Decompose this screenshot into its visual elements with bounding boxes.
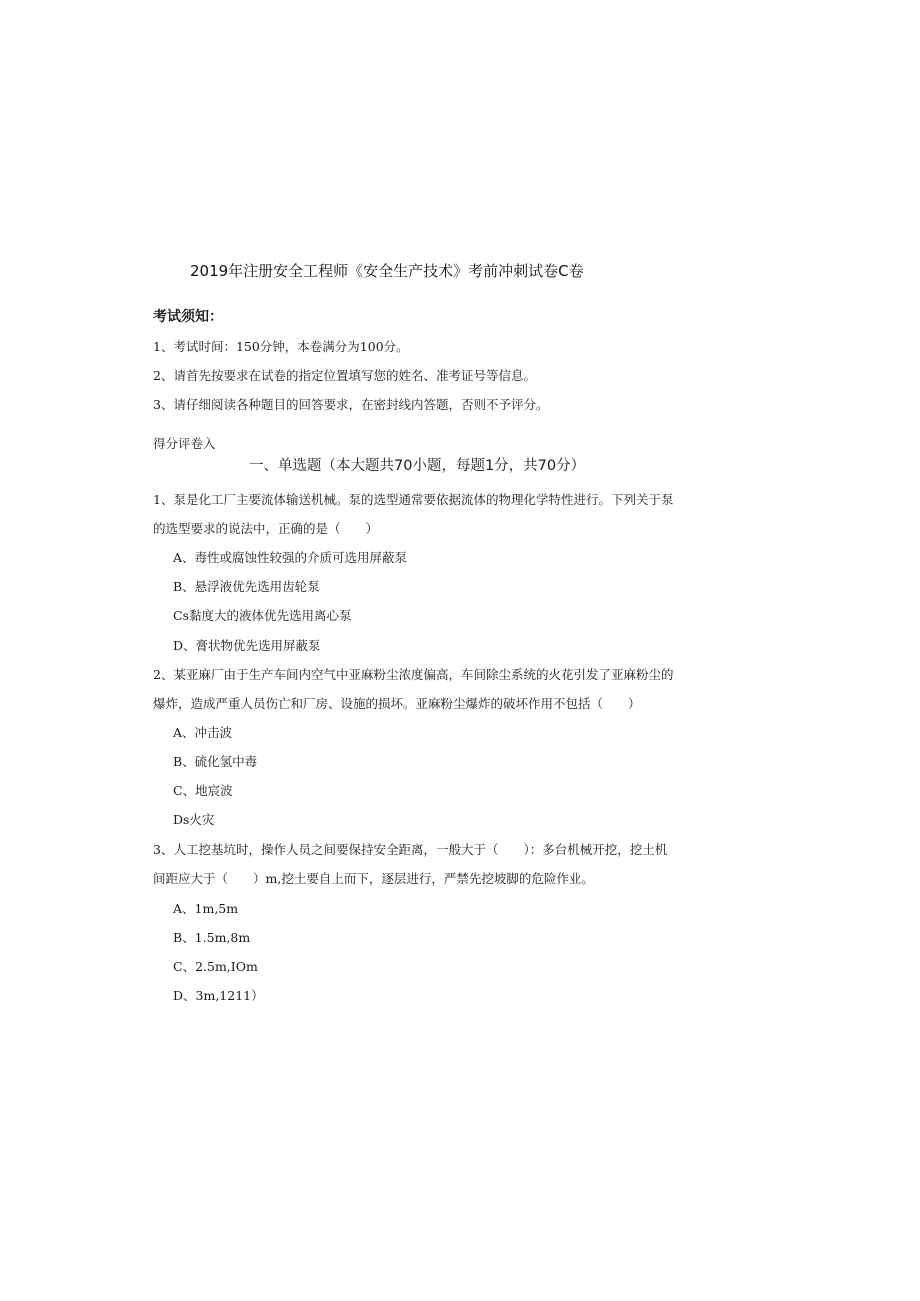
option-d: D、3m,1211） [173, 988, 264, 1003]
option-b: B、悬浮液优先选用齿轮泵 [173, 579, 320, 594]
option-c: C、2.5m,IOm [173, 959, 258, 974]
question-text: 3、人工挖基坑时，操作人员之间要保持安全距离，一般大于（ ）：多台机械开挖，挖土机 [153, 842, 668, 857]
option-a: A、毒性或腐蚀性较强的介质可选用屏蔽泵 [173, 550, 408, 565]
question-text: 间距应大于（ ）m,挖土要自上而下，逐层进行，严禁先挖坡脚的危险作业。 [153, 871, 594, 886]
option-a: A、冲击波 [173, 725, 233, 740]
notice-item: 3、请仔细阅读各种题目的回答要求，在密封线内答题，否则不予评分。 [153, 397, 549, 412]
option-a: A、1m,5m [173, 901, 239, 916]
question-text: 的选型要求的说法中，正确的是（ ） [153, 521, 379, 536]
question-text: 2、某亚麻厂由于生产车间内空气中亚麻粉尘浓度偏高，车间除尘系统的火花引发了亚麻粉尘的 [153, 667, 674, 682]
option-c: C、地宸波 [173, 783, 233, 798]
page-title: 2019年注册安全工程师《安全生产技术》考前冲刺试卷C卷 [190, 262, 584, 280]
section-heading: 一、单选题（本大题共70小题，每题1分，共70分） [249, 458, 586, 474]
question-text: 爆炸，造成严重人员伤亡和厂房、设施的损坏。亚麻粉尘爆炸的破坏作用不包括（ ） [153, 696, 641, 711]
notice-item: 1、考试时间：150分钟，本卷满分为100分。 [153, 339, 409, 354]
question-text: 1、泵是化工厂主要流体输送机械。泵的选型通常要依据流体的物理化学特性进行。下列关于泵 [153, 492, 674, 507]
option-b: B、1.5m,8m [173, 930, 251, 945]
option-d: D、膏状物优先选用屏蔽泵 [173, 638, 321, 653]
notice-heading: 考试须知： [153, 309, 223, 325]
option-c: Cs黏度大的液体优先选用离心泵 [173, 608, 352, 623]
notice-item: 2、请首先按要求在试卷的指定位置填写您的姓名、准考证号等信息。 [153, 368, 536, 383]
option-d: Ds火灾 [173, 812, 215, 827]
score-label: 得分评卷入 [153, 436, 216, 451]
option-b: B、硫化氢中毒 [173, 754, 258, 769]
